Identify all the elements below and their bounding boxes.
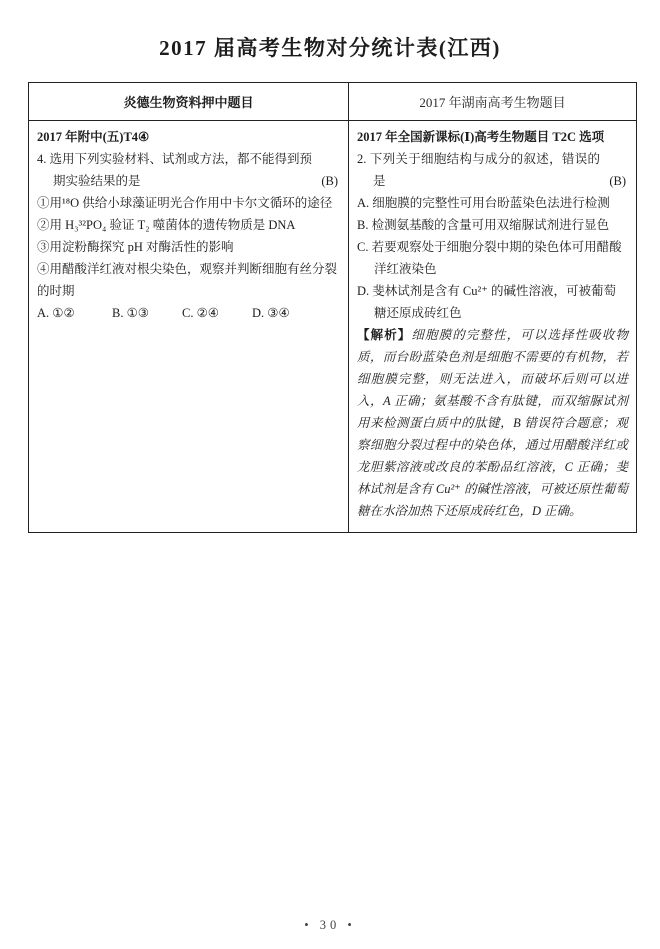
left-source-label: 2017 年附中(五)T4④ <box>37 130 150 144</box>
left-option-d: D. ③④ <box>252 306 290 320</box>
page-number: • 30 • <box>304 918 356 932</box>
left-answer-mark: (B) <box>321 174 338 188</box>
right-answer-mark: (B) <box>609 174 626 188</box>
right-source-label: 2017 年全国新课标(Ⅰ)高考生物题目 T2C 选项 <box>357 130 605 144</box>
right-option-a: A. 细胞膜的完整性可用台盼蓝染色法进行检测 <box>357 196 610 210</box>
left-option-c: C. ②④ <box>182 306 219 320</box>
left-item-4: ④用醋酸洋红液对根尖染色，观察并判断细胞有丝分裂的时期 <box>37 262 338 298</box>
comparison-table <box>28 82 637 533</box>
table-header-left: 炎德生物资料押中题目 <box>29 83 349 121</box>
right-question <box>357 148 628 192</box>
left-option-a: A. ①② <box>37 306 75 320</box>
table-header-right: 2017 年湖南高考生物题目 <box>349 83 636 121</box>
left-item-2: ②用 H₃³²PO₄ 验证 T₂ 噬菌体的遗传物质是 DNA <box>37 218 296 232</box>
left-question <box>37 148 340 192</box>
left-item-1: ①用¹⁸O 供给小球藻证明光合作用中卡尔文循环的途径 <box>37 196 333 210</box>
left-question-cell <box>29 121 349 532</box>
page-title: 2017 届高考生物对分统计表(江西) <box>159 36 501 60</box>
analysis-text: 细胞膜的完整性，可以选择性吸收物质，而台盼蓝染色剂是细胞不需要的有机物，若细胞膜完整，则无法进入，而破坏后则可以进入，A 正确；氨基酸不含有肽键，而双缩脲试剂用来检测蛋白质中的肽键，B 错误符合题意；观察细胞分裂过程中的染色体，通过用醋酸洋红或龙胆紫溶液或改良的苯酚品红溶液，C 正确；斐林试剂是含有 Cu²⁺ 的碱性溶液，可被还原性葡萄糖在水浴加热下还原成砖红色，D 正确。 <box>357 328 628 518</box>
right-question-cell <box>349 121 636 532</box>
left-question-text: 选用下列实验材料、试剂或方法，都不能得到预期实验结果的是 <box>49 152 313 188</box>
right-option-b: B. 检测氨基酸的含量可用双缩脲试剂进行显色 <box>357 218 610 232</box>
right-question-number: 2. <box>357 152 367 166</box>
right-option-c: C. 若要观察处于细胞分裂中期的染色体可用醋酸洋红液染色 <box>357 240 622 276</box>
right-option-d: D. 斐林试剂是含有 Cu²⁺ 的碱性溶液，可被葡萄糖还原成砖红色 <box>357 284 616 320</box>
right-question-text: 下列关于细胞结构与成分的叙述，错误的是 <box>369 152 600 188</box>
analysis-label: 【解析】 <box>357 328 412 342</box>
left-item-3: ③用淀粉酶探究 pH 对酶活性的影响 <box>37 240 234 254</box>
left-options-row <box>37 302 340 324</box>
analysis-paragraph <box>357 324 628 522</box>
left-question-number: 4. <box>37 152 47 166</box>
left-option-b: B. ①③ <box>112 306 149 320</box>
